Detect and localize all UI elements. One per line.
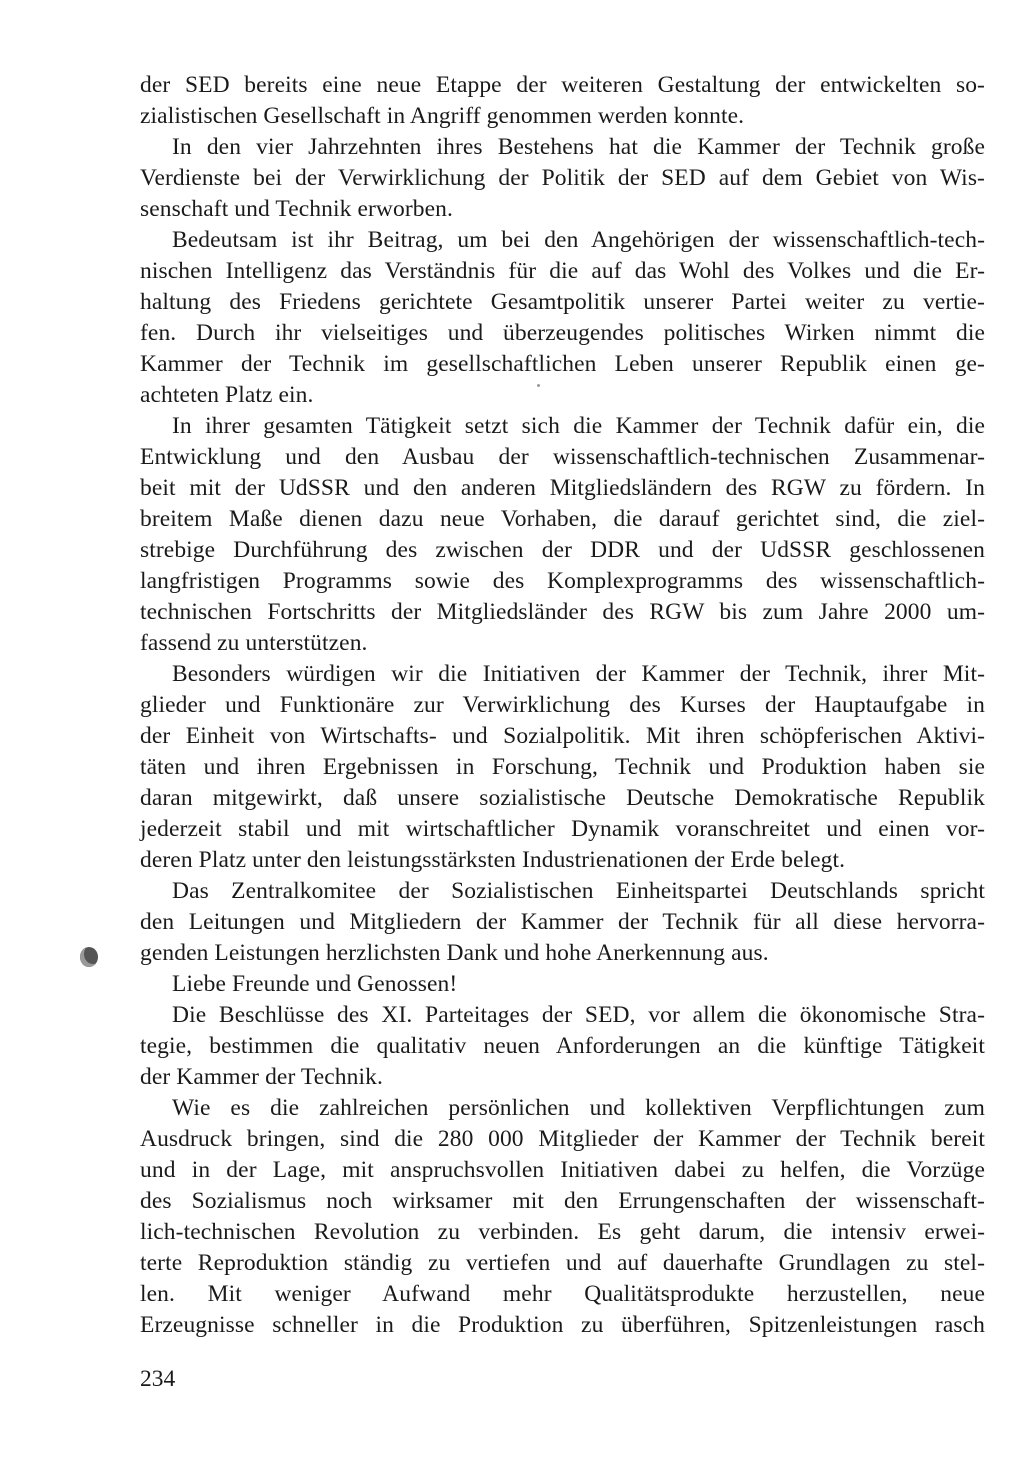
text-line: tegie, bestimmen die qualitativ neuen Anforderungen an die künftige Tätigkeit [140, 1033, 985, 1059]
text-line: und in der Lage, mit anspruchsvollen Initiativen dabei zu helfen, die Vorzüge [140, 1157, 985, 1183]
text-line: technischen Fortschritts der Mitgliedsländer des RGW bis zum Jahre 2000 um- [140, 599, 985, 625]
text-line: Kammer der Technik im gesellschaftlichen Leben unserer Republik einen ge- [140, 351, 985, 377]
body-text [140, 70, 985, 1341]
text-line: fassend zu unterstützen. [140, 630, 368, 656]
text-line: strebige Durchführung des zwischen der DDR und der UdSSR geschlossenen [140, 537, 985, 563]
text-line: jederzeit stabil und mit wirtschaftlicher Dynamik voranschreitet und einen vor- [140, 816, 985, 842]
text-line: Liebe Freunde und Genossen! [172, 971, 458, 997]
text-line: In den vier Jahrzehnten ihres Bestehens hat die Kammer der Technik große [172, 134, 985, 160]
text-line: täten und ihren Ergebnissen in Forschung, Technik und Produktion haben sie [140, 754, 985, 780]
punch-hole-mark [80, 947, 98, 967]
text-line: deren Platz unter den leistungsstärksten Industrienationen der Erde belegt. [140, 847, 846, 873]
text-line: beit mit der UdSSR und den anderen Mitgliedsländern des RGW zu fördern. In [140, 475, 985, 501]
text-line: der SED bereits eine neue Etappe der weiteren Gestaltung der entwickelten so- [140, 72, 985, 98]
text-line: Das Zentralkomitee der Sozialistischen Einheitspartei Deutschlands spricht [172, 878, 985, 904]
text-line: achteten Platz ein. [140, 382, 314, 408]
text-line: glieder und Funktionäre zur Verwirklichung des Kurses der Hauptaufgabe in [140, 692, 985, 718]
text-line: breitem Maße dienen dazu neue Vorhaben, die darauf gerichtet sind, die ziel- [140, 506, 985, 532]
text-line: den Leitungen und Mitgliedern der Kammer der Technik für all diese hervorra- [140, 909, 985, 935]
text-line: senschaft und Technik erworben. [140, 196, 453, 222]
text-line: der Kammer der Technik. [140, 1064, 383, 1090]
text-line: In ihrer gesamten Tätigkeit setzt sich die Kammer der Technik dafür ein, die [172, 413, 985, 439]
text-line: langfristigen Programms sowie des Komplexprogramms des wissenschaftlich- [140, 568, 985, 594]
text-line: Erzeugnisse schneller in die Produktion zu überführen, Spitzenleistungen rasch [140, 1312, 985, 1338]
page-number: 234 [140, 1366, 176, 1392]
text-line: Ausdruck bringen, sind die 280 000 Mitglieder der Kammer der Technik bereit [140, 1126, 985, 1152]
text-line: lich-technischen Revolution zu verbinden. Es geht darum, die intensiv erwei- [140, 1219, 985, 1245]
text-line: zialistischen Gesellschaft in Angriff genommen werden konnte. [140, 103, 745, 129]
text-line: der Einheit von Wirtschafts- und Sozialpolitik. Mit ihren schöpferischen Aktivi- [140, 723, 985, 749]
text-line: genden Leistungen herzlichsten Dank und hohe Anerkennung aus. [140, 940, 769, 966]
text-line: len. Mit weniger Aufwand mehr Qualitätsprodukte herzustellen, neue [140, 1281, 985, 1307]
text-line: Besonders würdigen wir die Initiativen der Kammer der Technik, ihrer Mit- [172, 661, 985, 687]
text-line: Die Beschlüsse des XI. Parteitages der SED, vor allem die ökonomische Stra- [172, 1002, 985, 1028]
text-line: daran mitgewirkt, daß unsere sozialistische Deutsche Demokratische Republik [140, 785, 985, 811]
text-line: Wie es die zahlreichen persönlichen und kollektiven Verpflichtungen zum [172, 1095, 985, 1121]
text-line: Verdienste bei der Verwirklichung der Politik der SED auf dem Gebiet von Wis- [140, 165, 985, 191]
text-line: des Sozialismus noch wirksamer mit den Errungenschaften der wissenschaft- [140, 1188, 985, 1214]
text-line: fen. Durch ihr vielseitiges und überzeugendes politisches Wirken nimmt die [140, 320, 985, 346]
text-line: Entwicklung und den Ausbau der wissenschaftlich-technischen Zusammenar- [140, 444, 985, 470]
scan-speck [537, 384, 540, 387]
text-line: Bedeutsam ist ihr Beitrag, um bei den Angehörigen der wissenschaftlich-tech- [172, 227, 985, 253]
text-line: terte Reproduktion ständig zu vertiefen und auf dauerhafte Grundlagen zu stel- [140, 1250, 985, 1276]
text-line: nischen Intelligenz das Verständnis für die auf das Wohl des Volkes und die Er- [140, 258, 985, 284]
text-line: haltung des Friedens gerichtete Gesamtpolitik unserer Partei weiter zu vertie- [140, 289, 985, 315]
